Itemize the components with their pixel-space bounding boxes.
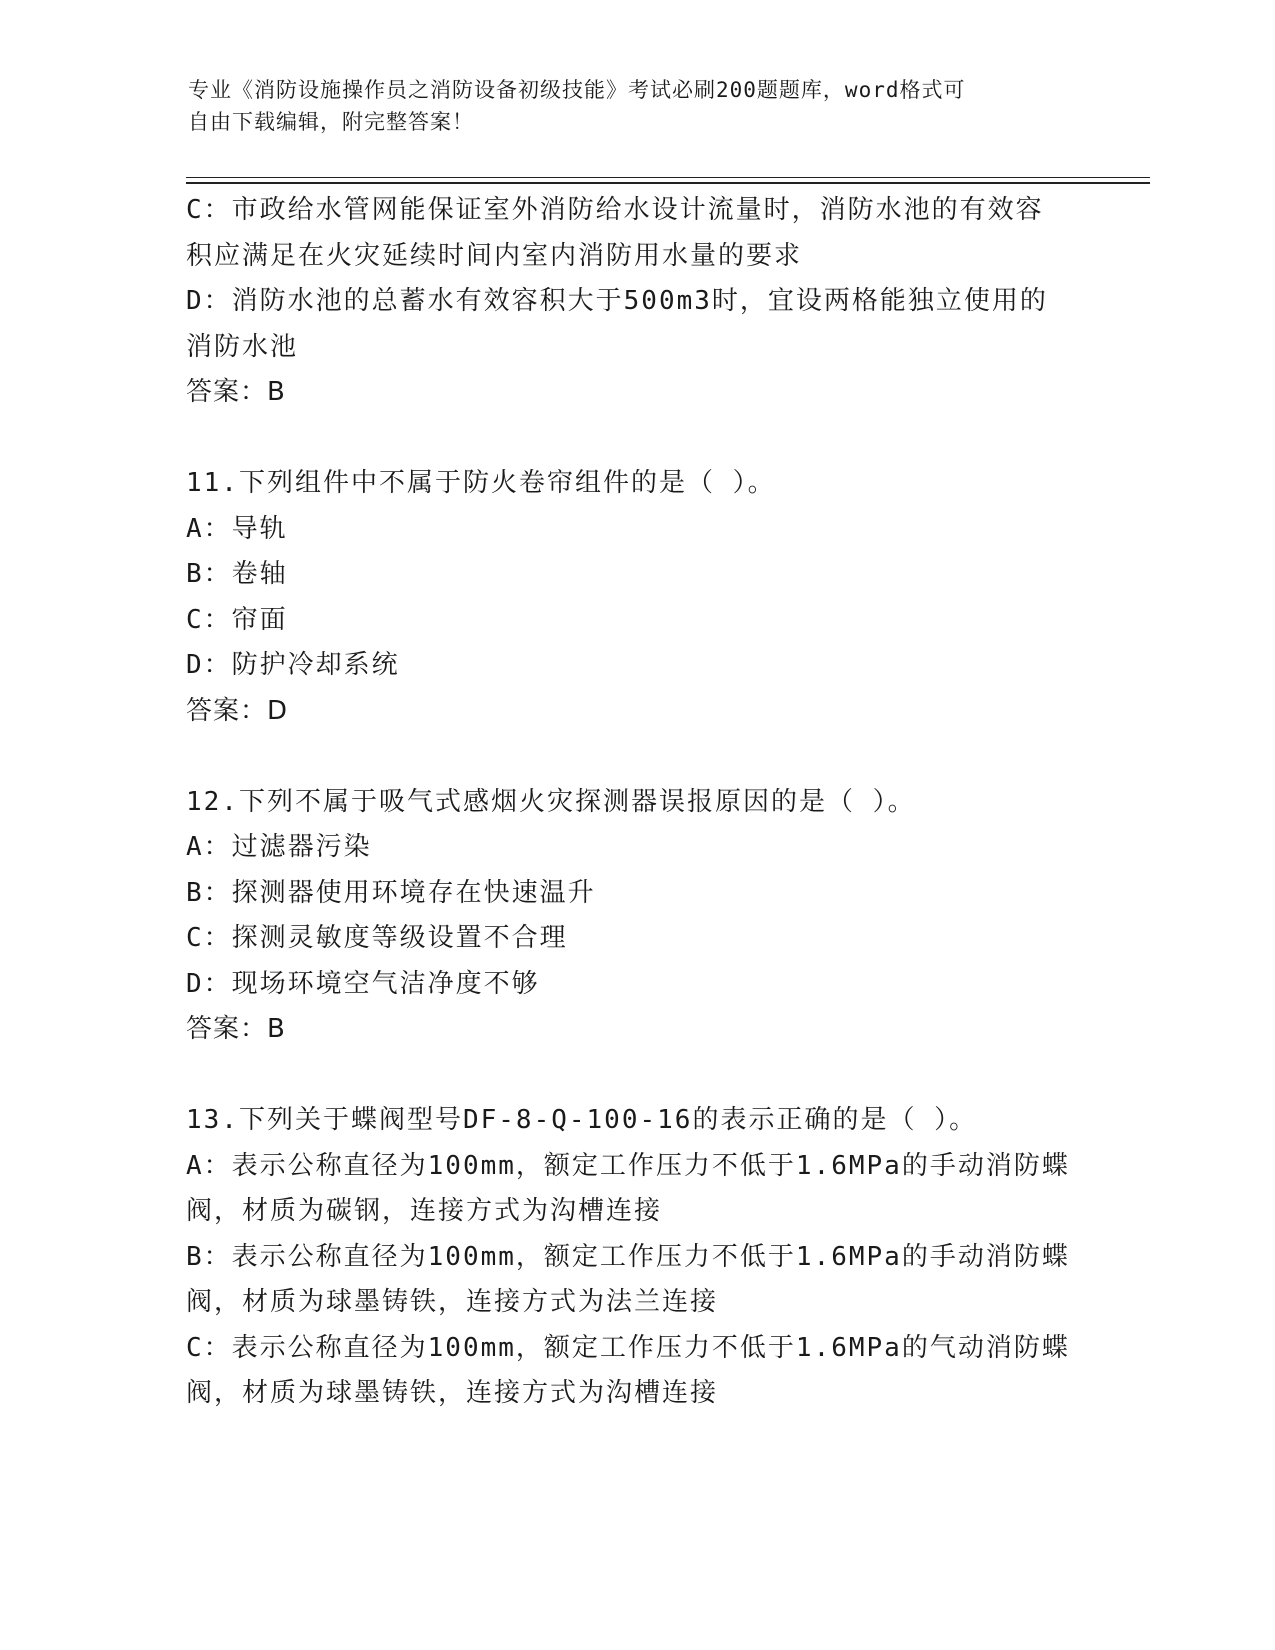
option-text: 积应满足在火灾延续时间内室内消防用水量的要求 <box>186 240 803 271</box>
option-text: A：过滤器污染 <box>186 832 372 862</box>
header-rule-thin <box>186 177 1150 178</box>
header-rule-thick <box>186 182 1150 184</box>
question-block-10-tail <box>186 188 1086 416</box>
option-text: C：探测灵敏度等级设置不合理 <box>186 923 568 953</box>
document-header <box>188 74 1088 138</box>
option-text: B：探测器使用环境存在快速温升 <box>186 877 596 908</box>
question-block-12 <box>186 780 1086 1053</box>
option-text: C：市政给水管网能保证室外消防给水设计流量时，消防水池的有效容 <box>186 195 1044 225</box>
option-text: 阀，材质为球墨铸铁，连接方式为法兰连接 <box>186 1287 719 1317</box>
option-text: A：表示公称直径为100mm，额定工作压力不低于1.6MPa的手动消防蝶 <box>186 1150 1070 1181</box>
option-text: C：帘面 <box>186 604 288 635</box>
document-body <box>186 188 1086 1417</box>
header-line: 自由下载编辑，附完整答案！ <box>188 110 474 134</box>
question-block-11 <box>186 461 1086 734</box>
question-stem: 11.下列组件中不属于防火卷帘组件的是（ ）。 <box>186 468 776 498</box>
header-line: 专业《消防设施操作员之消防设备初级技能》考试必刷200题题库，word格式可 <box>188 78 966 102</box>
option-text: 阀，材质为球墨铸铁，连接方式为沟槽连接 <box>186 1378 719 1408</box>
question-stem: 13.下列关于蝶阀型号DF-8-Q-100-16的表示正确的是（ ）。 <box>186 1105 978 1135</box>
question-stem: 12.下列不属于吸气式感烟火灾探测器误报原因的是（ ）。 <box>186 786 916 817</box>
spacer <box>186 1053 1086 1099</box>
spacer <box>186 416 1086 462</box>
option-text: D：现场环境空气洁净度不够 <box>186 968 540 999</box>
option-text: B：卷轴 <box>186 559 288 589</box>
answer-text: 答案：B <box>186 377 286 407</box>
spacer <box>186 734 1086 780</box>
option-text: D：消防水池的总蓄水有效容积大于500m3时，宜设两格能独立使用的 <box>186 286 1048 316</box>
option-text: D：防护冷却系统 <box>186 650 400 680</box>
option-text: 阀，材质为碳钢，连接方式为沟槽连接 <box>186 1196 663 1226</box>
option-text: A：导轨 <box>186 513 288 544</box>
option-text: B：表示公称直径为100mm，额定工作压力不低于1.6MPa的手动消防蝶 <box>186 1241 1070 1272</box>
option-text: 消防水池 <box>186 331 299 362</box>
answer-text: 答案：B <box>186 1014 286 1044</box>
option-text: C：表示公称直径为100mm，额定工作压力不低于1.6MPa的气动消防蝶 <box>186 1332 1070 1363</box>
answer-text: 答案：D <box>186 695 289 726</box>
question-block-13 <box>186 1098 1086 1417</box>
